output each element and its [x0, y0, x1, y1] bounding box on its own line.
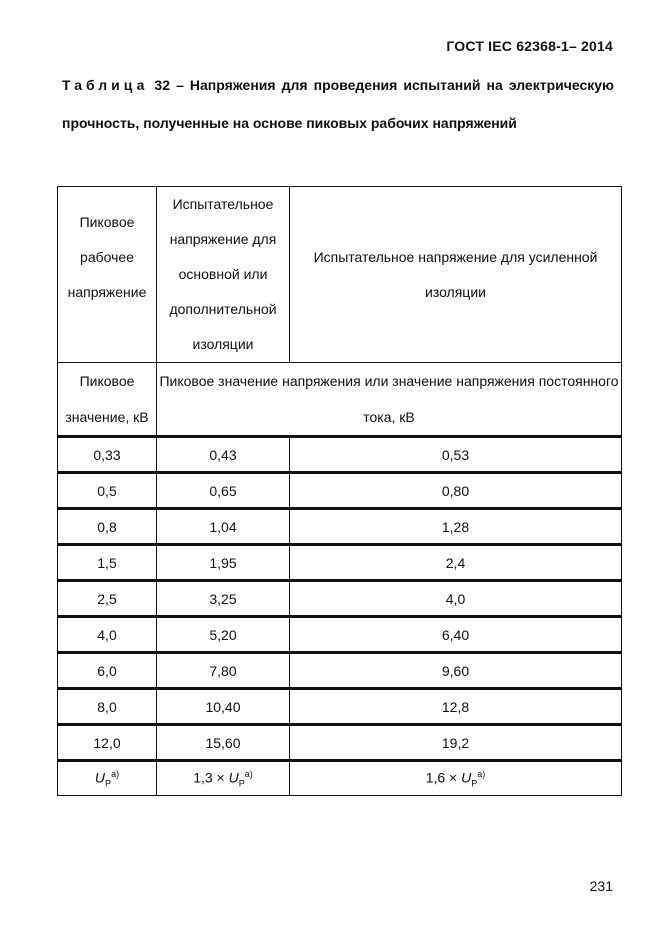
table-row — [58, 725, 622, 761]
table-caption — [62, 66, 614, 142]
table-cell: 1,5 — [58, 545, 157, 581]
table-cell: 4,0 — [290, 581, 622, 617]
table-cell: 6,0 — [58, 653, 157, 689]
table-cell: 7,80 — [157, 653, 290, 689]
caption-lead: Таблица — [62, 77, 149, 93]
table-cell: 0,65 — [157, 473, 290, 509]
table-subheader-row — [58, 363, 622, 437]
table-cell: 1,04 — [157, 509, 290, 545]
table-row — [58, 437, 622, 473]
table-cell: 3,25 — [157, 581, 290, 617]
table-cell: 0,8 — [58, 509, 157, 545]
table-row — [58, 545, 622, 581]
table-cell: 9,60 — [290, 653, 622, 689]
table-header-row — [58, 187, 622, 363]
table-cell: 4,0 — [58, 617, 157, 653]
table-cell: 19,2 — [290, 725, 622, 761]
formula-cell-2: $1,3 \times U_P^{a)}$ — [157, 761, 290, 796]
header-test-voltage-basic: Испытательное напряжение для основной или дополнительной изоляции — [157, 187, 290, 363]
table-row — [58, 617, 622, 653]
table-cell: 1,95 — [157, 545, 290, 581]
table-cell: 12,0 — [58, 725, 157, 761]
formula-cell-3: $1,6 \times U_P^{a)}$ — [290, 761, 622, 796]
table-row — [58, 473, 622, 509]
table-cell: 0,80 — [290, 473, 622, 509]
table-row-formula — [58, 761, 622, 796]
caption-number: 32 — [154, 77, 170, 93]
table-cell: 1,28 — [290, 509, 622, 545]
table-cell: 6,40 — [290, 617, 622, 653]
table-row — [58, 689, 622, 725]
table-row — [58, 509, 622, 545]
table-cell: 0,5 — [58, 473, 157, 509]
table-cell: 15,60 — [157, 725, 290, 761]
table-cell: 2,5 — [58, 581, 157, 617]
table-cell: 10,40 — [157, 689, 290, 725]
header-test-voltage-reinforced: Испытательное напряжение для усиленной изоляции — [290, 187, 622, 363]
caption-text: – Напряжения для проведения испытаний на электрическую прочность, полученные на основе пиковых рабочих напряжений — [62, 77, 614, 131]
subheader-voltage-units: Пиковое значение напряжения или значение напряжения постоянного тока, кВ — [157, 363, 622, 437]
table-cell: 0,53 — [290, 437, 622, 473]
page-number: 231 — [589, 878, 613, 894]
table-cell: 2,4 — [290, 545, 622, 581]
table-cell: 8,0 — [58, 689, 157, 725]
table-cell: 12,8 — [290, 689, 622, 725]
table-cell: 5,20 — [157, 617, 290, 653]
subheader-peak-value: Пиковое значение, кВ — [58, 363, 157, 437]
table-cell: 0,43 — [157, 437, 290, 473]
table-row — [58, 581, 622, 617]
voltage-table — [57, 186, 622, 796]
table-cell: 0,33 — [58, 437, 157, 473]
document-id: ГОСТ IEC 62368-1– 2014 — [446, 38, 613, 54]
header-peak-working-voltage: Пиковое рабочее напряжение — [58, 187, 157, 363]
table-row — [58, 653, 622, 689]
table-body — [58, 437, 622, 761]
formula-cell-1: $U_P^{a)}$ — [58, 761, 157, 796]
